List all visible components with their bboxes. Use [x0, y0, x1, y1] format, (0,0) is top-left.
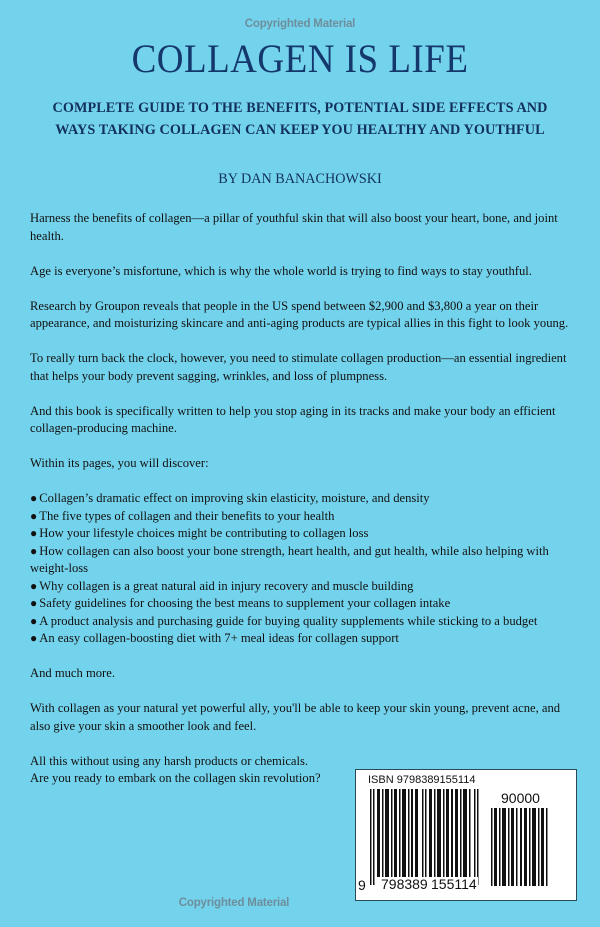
list-item [30, 490, 575, 508]
list-item-text: An easy collagen-boosting diet with 7+ meal ideas for collagen support [39, 631, 399, 645]
copyright-watermark-top: Copyrighted Material [244, 18, 356, 30]
closing-line: All this without using any harsh products or chemicals. [30, 753, 309, 768]
price-barcode-bars-icon [491, 808, 549, 886]
list-item-text: How collagen can also boost your bone strength, heart health, and gut health, while also helping with weight-loss [30, 543, 549, 575]
list-item [30, 578, 575, 596]
list-intro: Within its pages, you will discover: [30, 456, 209, 470]
book-subtitle [0, 97, 600, 141]
bullet-icon: ● [30, 526, 38, 540]
list-item [30, 595, 575, 613]
bullet-icon: ● [30, 543, 38, 558]
blurb-paragraph: And this book is specifically written to help you stop aging in its tracks and make your body an efficient collagen-producing machine. [30, 403, 556, 435]
copyright-watermark-bottom: Copyrighted Material [178, 897, 290, 909]
isbn-barcode [355, 769, 577, 901]
barcode-bars-icon [370, 789, 480, 885]
list-item-text: Collagen’s dramatic effect on improving skin elasticity, moisture, and density [39, 491, 430, 505]
list-item [30, 525, 575, 543]
subtitle-line-2: WAYS TAKING COLLAGEN CAN KEEP YOU HEALTHY AND YOUTHFUL [55, 122, 545, 138]
list-item [30, 543, 575, 578]
list-item-text: Safety guidelines for choosing the best means to supplement your collagen intake [39, 596, 451, 610]
list-item [30, 508, 575, 526]
blurb-paragraph: Harness the benefits of collagen—a pillar of youthful skin that will also boost your heart, bone, and joint health. [30, 211, 558, 243]
list-item [30, 613, 575, 631]
subtitle-line-1: COMPLETE GUIDE TO THE BENEFITS, POTENTIAL SIDE EFFECTS AND [52, 100, 548, 116]
barcode-digit-group-2: 155114 [431, 876, 477, 892]
bullet-icon: ● [30, 578, 38, 593]
list-item [30, 630, 575, 648]
closing-line: Are you ready to embark on the collagen skin revolution? [30, 771, 321, 785]
price-code: 90000 [501, 790, 540, 806]
author-byline: BY DAN BANACHOWSKI [218, 171, 382, 187]
barcode-lead-digit: 9 [358, 877, 366, 893]
bullet-icon: ● [30, 613, 38, 628]
blurb-paragraph: Age is everyone’s misfortune, which is why the whole world is trying to find ways to stay youthful. [30, 263, 532, 278]
book-title: COLLAGEN IS LIFE [131, 37, 469, 82]
bullet-icon: ● [30, 491, 38, 505]
list-item-text: The five types of collagen and their benefits to your health [39, 508, 335, 523]
list-item-text: A product analysis and purchasing guide for buying quality supplements while sticking to a budget [39, 613, 538, 628]
blurb-paragraph: To really turn back the clock, however, you need to stimulate collagen production—an essential ingredient that helps your body prevent sagging, wrinkles, and loss of plumpness. [30, 351, 567, 383]
bullet-icon: ● [30, 631, 38, 645]
bullet-icon: ● [30, 508, 38, 523]
benefits-list [30, 490, 575, 648]
blurb-paragraph: Research by Groupon reveals that people in the US spend between $2,900 and $3,800 a year on their appearance, and moisturizing skincare and anti-aging products are typical allies in this fight to look young. [30, 298, 569, 330]
list-item-text: How your lifestyle choices might be contributing to collagen loss [39, 526, 369, 540]
blurb-paragraph: With collagen as your natural yet powerful ally, you'll be able to keep your skin young, prevent acne, and also give your skin a smoother look and feel. [30, 701, 561, 733]
list-item-text: Why collagen is a great natural aid in injury recovery and muscle building [39, 578, 414, 593]
barcode-digit-group-1: 798389 [381, 876, 428, 892]
book-blurb [30, 210, 575, 788]
blurb-paragraph: And much more. [30, 666, 115, 680]
bullet-icon: ● [30, 596, 38, 610]
isbn-label: ISBN 9798389155114 [368, 774, 476, 786]
